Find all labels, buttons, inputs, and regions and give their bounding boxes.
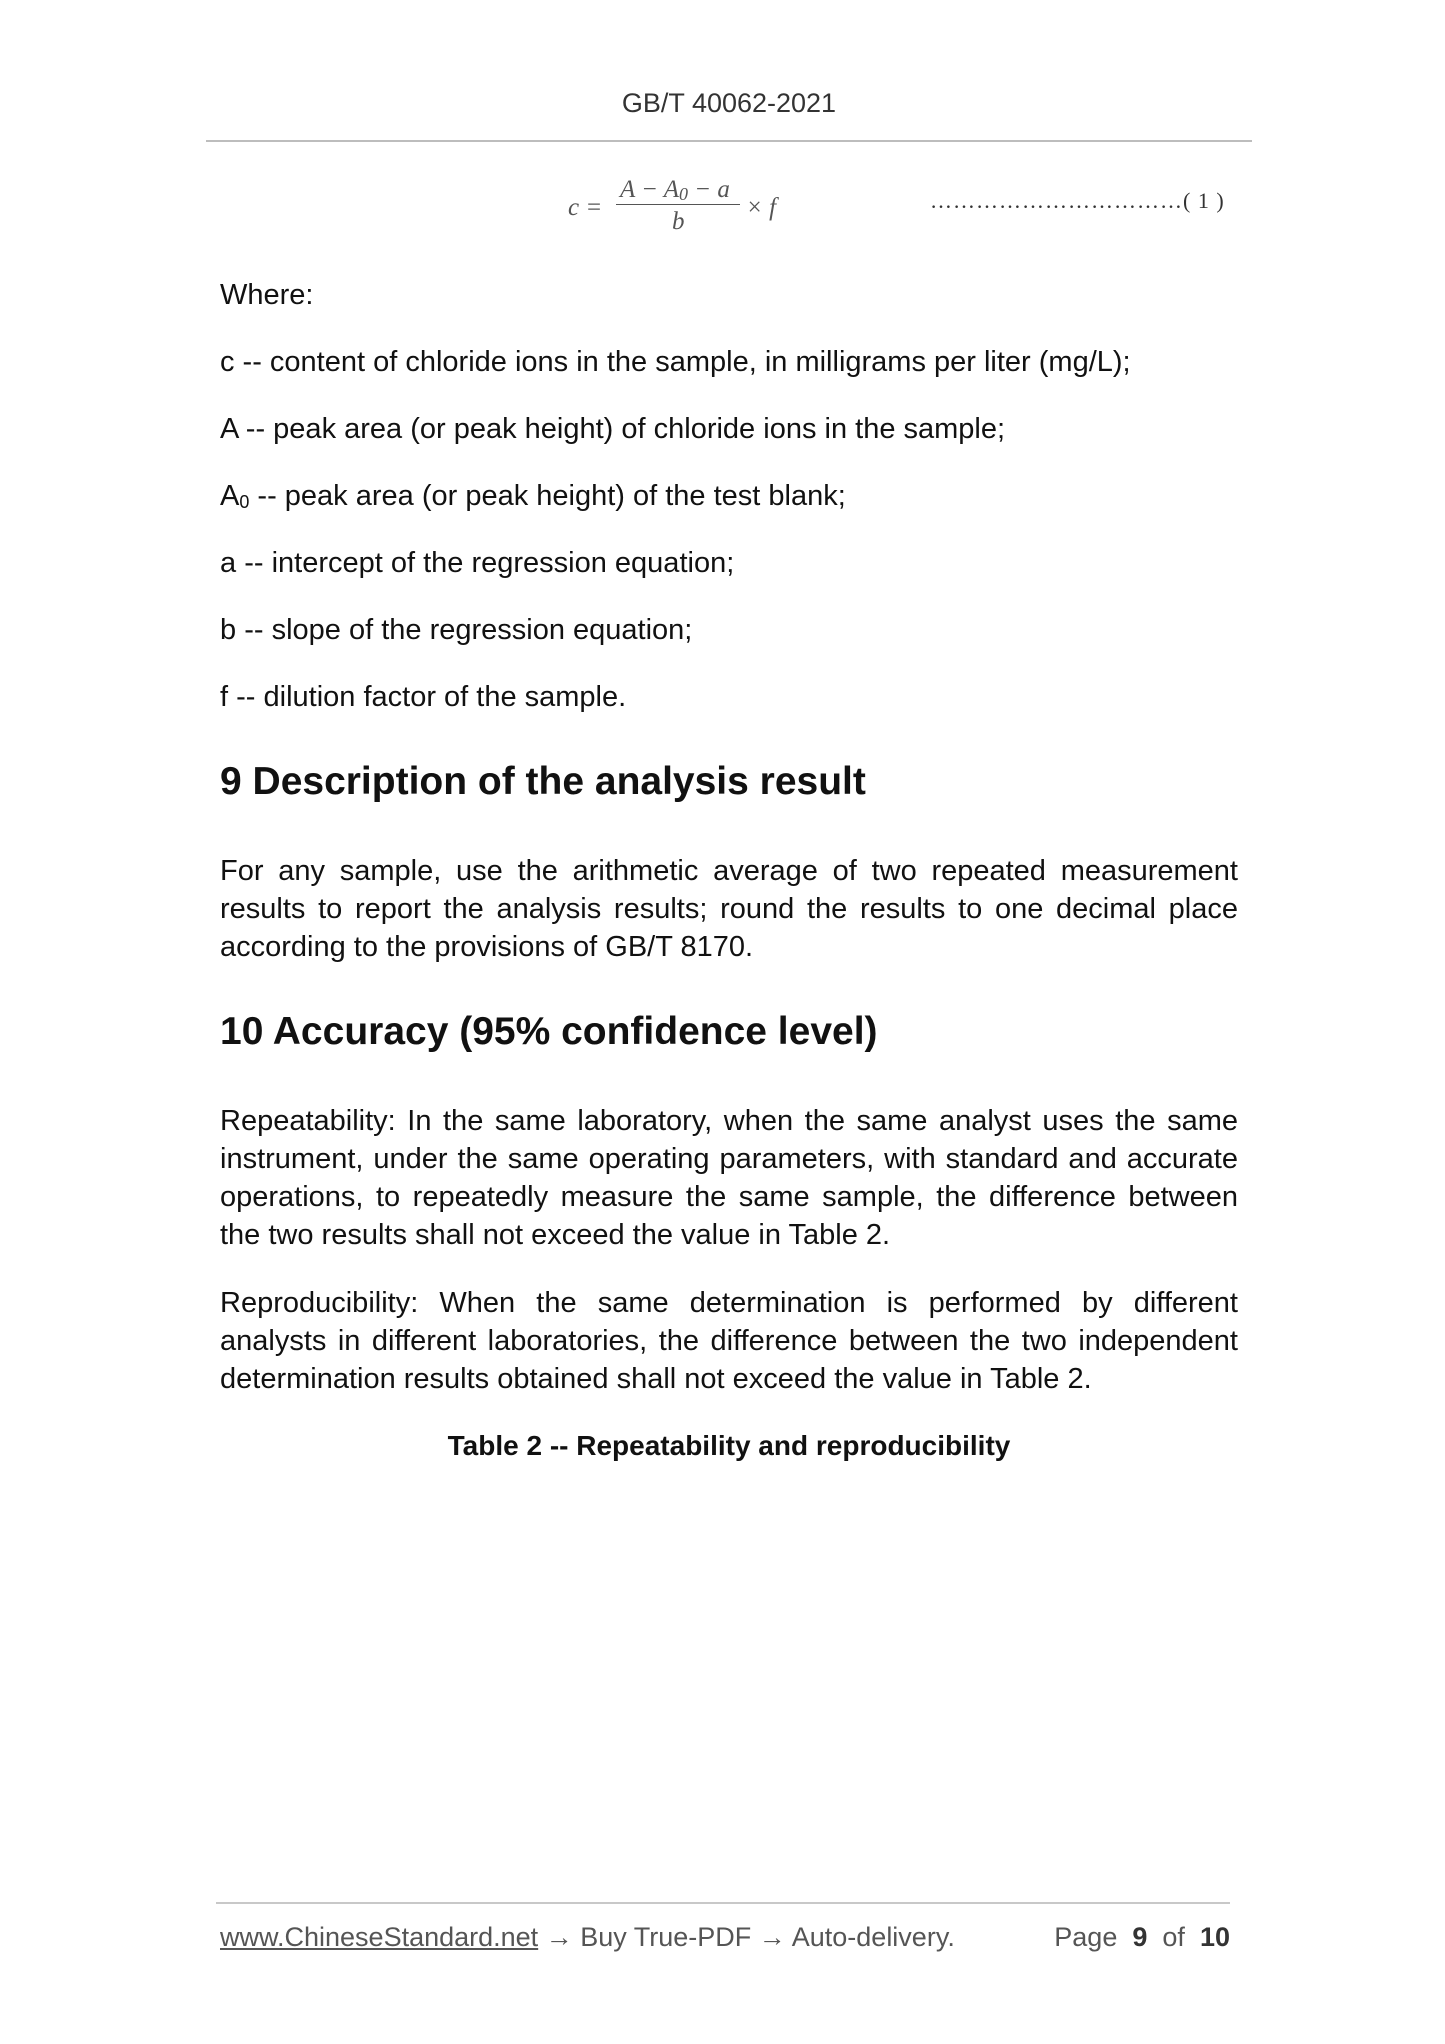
page-header (206, 88, 1252, 142)
page-footer (220, 1922, 1230, 1962)
section-9-heading: 9 Description of the analysis result (220, 760, 866, 803)
document-code: GB/T 40062-2021 (621, 88, 837, 118)
equation-lhs: c = (568, 194, 603, 221)
where-item-f: f -- dilution factor of the sample. (220, 681, 627, 713)
page-indicator: Page 9 of 10 (1054, 1922, 1230, 1952)
footer-divider (216, 1902, 1230, 1904)
equation-numerator: $A - A_0 - a$ (620, 176, 730, 204)
equation-1 (0, 172, 1445, 242)
total-pages: 10 (1199, 1922, 1230, 1952)
fraction-bar (616, 204, 740, 205)
where-item-c: c -- content of chloride ions in the sample, in milligrams per liter (mg/L); (220, 346, 1131, 378)
where-item-b: b -- slope of the regression equation; (220, 614, 693, 646)
reproducibility-paragraph: Reproducibility: When the same determination is performed by different analysts in different laboratories, the difference between the two independent determination results obtained shall not exceed the value in Table 2. (220, 1287, 1238, 1395)
equation-number: ……………………………( 1 ) (930, 188, 1225, 213)
current-page: 9 (1132, 1922, 1148, 1952)
equation-denominator: b (672, 208, 685, 235)
section-10-heading: 10 Accuracy (95% confidence level) (220, 1010, 878, 1053)
where-item-A0: $A_0$ -- peak area (or peak height) of the test blank; (220, 480, 846, 512)
footer-promo-text: → Buy True-PDF → Auto-delivery. (538, 1922, 955, 1952)
where-item-a: a -- intercept of the regression equation; (220, 547, 735, 579)
footer-promo (220, 1922, 955, 1953)
where-item-A: A -- peak area (or peak height) of chloride ions in the sample; (220, 413, 1006, 445)
table-2-caption: Table 2 -- Repeatability and reproducibility (447, 1430, 1011, 1461)
chinesestandard-link[interactable]: www.ChineseStandard.net (220, 1922, 539, 1952)
equation-times-f: × f (746, 194, 777, 221)
repeatability-paragraph: Repeatability: In the same laboratory, when the same analyst uses the same instrument, under the same operating parameters, with standard and accurate operations, to repeatedly measure the same sample, the difference between the two results shall not exceed the value in Table 2. (220, 1105, 1238, 1251)
section-9-body: For any sample, use the arithmetic average of two repeated measurement results to report the analysis results; round the results to one decimal place according to the provisions of GB/T 8170. (220, 855, 1238, 963)
where-intro: Where: (220, 279, 314, 311)
